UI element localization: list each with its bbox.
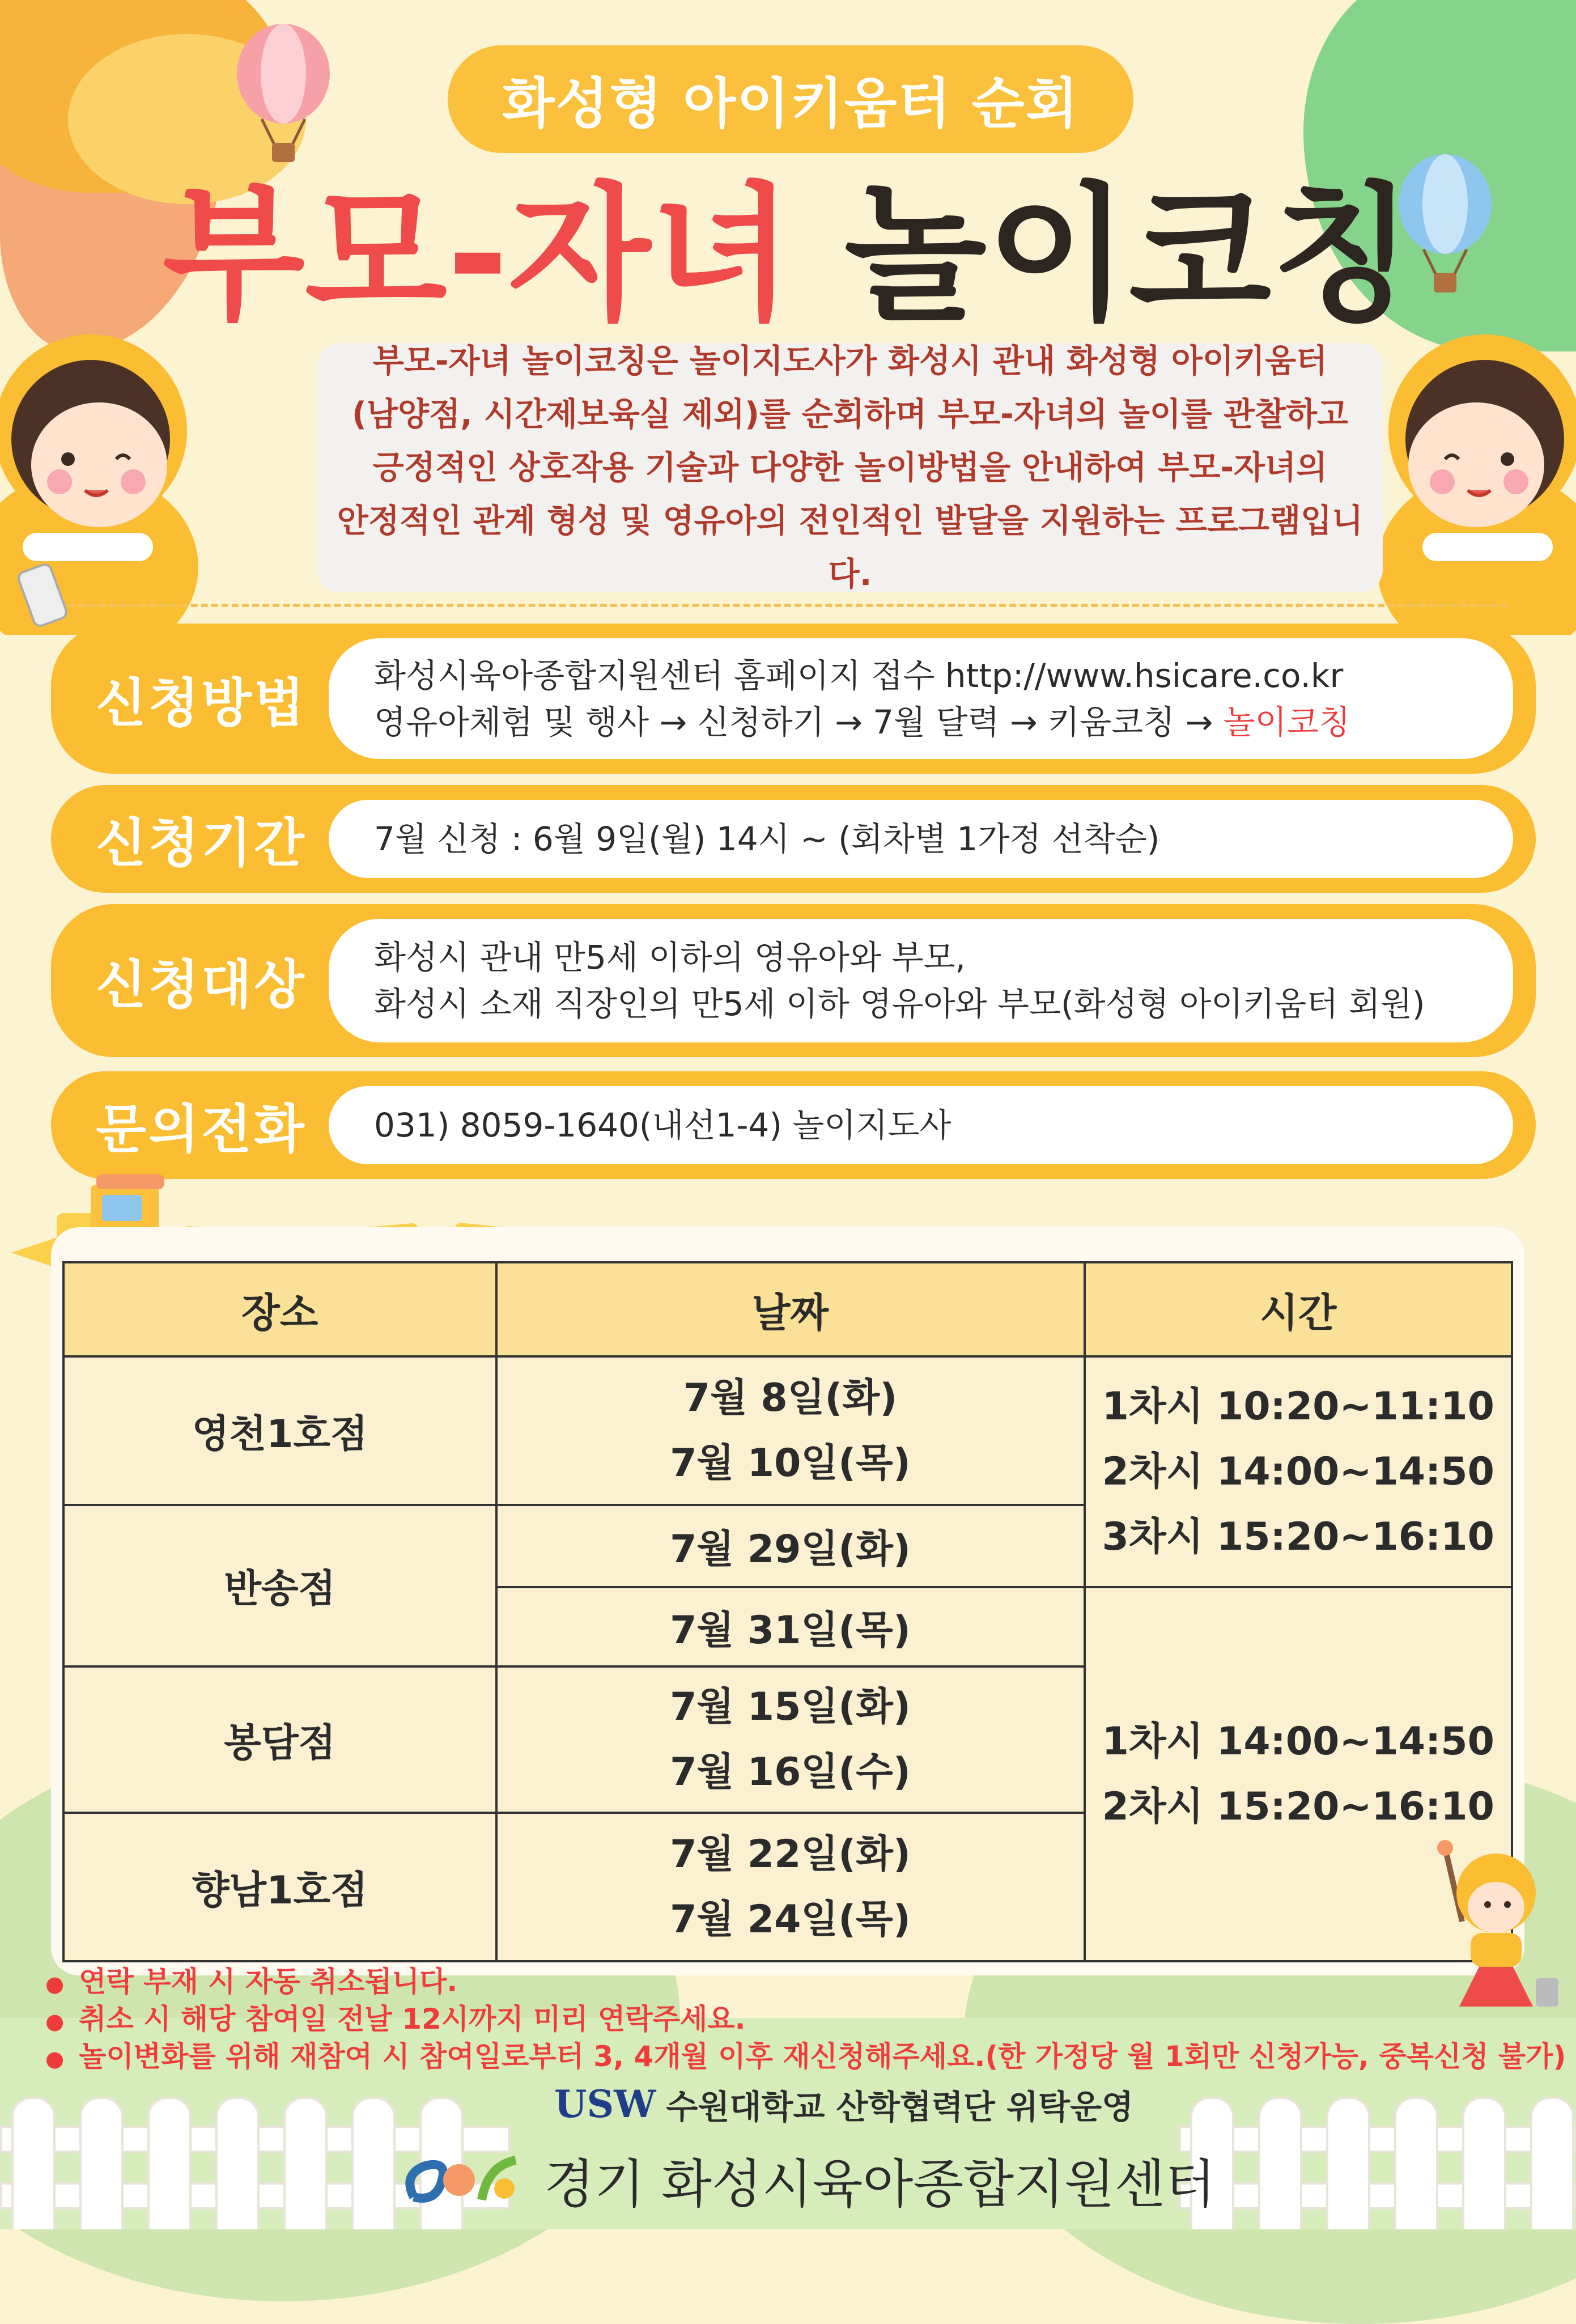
intro-line: 긍정적인 상호작용 기술과 다양한 놀이방법을 안내하여 부모-자녀의	[372, 449, 1328, 486]
program-badge: 화성형 아이키움터 순회	[448, 45, 1133, 153]
column-header: 시간	[1085, 1262, 1512, 1356]
time-value: 2차시 15:20~16:10	[1102, 1784, 1494, 1829]
hot-air-balloon-icon	[227, 23, 340, 170]
date-value: 7월 22일(화)	[670, 1832, 911, 1877]
time-cell-a	[1085, 1356, 1512, 1587]
target-line-1: 화성시 관내 만5세 이하의 영유아와 부모,	[374, 938, 966, 977]
date-value: 7월 24일(목)	[670, 1897, 911, 1942]
place-cell: 향남1호점	[63, 1813, 496, 1961]
date-value: 7월 15일(화)	[670, 1685, 911, 1729]
note-item: ● 취소 시 해당 참여일 전날 12시까지 미리 연락주세요.	[45, 2001, 1547, 2039]
contact-content	[329, 1086, 1513, 1164]
info-row-contact	[51, 1071, 1536, 1179]
info-row-target	[51, 904, 1536, 1057]
target-label: 신청대상	[96, 955, 307, 1015]
date-cell: 7월 31일(목)	[496, 1587, 1085, 1666]
target-line-2: 화성시 소재 직장인의 만5세 이하 영유아와 부모(화성형 아이키움터 회원)	[374, 985, 1425, 1023]
note-item: ● 연락 부재 시 자동 취소됩니다.	[45, 1964, 1547, 2001]
intro-line: (남양점, 시간제보육실 제외)를 순회하며 부모-자녀의 놀이를 관찰하고	[351, 396, 1349, 433]
time-value: 3차시 15:20~16:10	[1102, 1515, 1494, 1559]
contact-text: 031) 8059-1640(내선1-4) 놀이지도사	[374, 1106, 951, 1144]
date-value: 7월 10일(목)	[670, 1441, 911, 1486]
center-logo-icon	[397, 2146, 527, 2214]
date-cell	[496, 1813, 1085, 1961]
date-value: 7월 8일(화)	[683, 1376, 898, 1420]
place-cell: 봉담점	[63, 1666, 496, 1813]
method-label: 신청방법	[96, 672, 307, 733]
notes-list	[45, 1964, 1566, 2076]
child-illustration-right	[1371, 317, 1576, 635]
intro-box	[317, 343, 1383, 592]
method-line-1: 화성시육아종합지원센터 홈페이지 접수 http://www.hsicare.co.kr	[374, 656, 1344, 695]
title-dark-part: 놀이코칭	[844, 169, 1414, 341]
time-value: 1차시 14:00~14:50	[1102, 1719, 1494, 1764]
intro-line: 안정적인 관계 형성 및 영유아의 전인적인 발달을 지원하는 프로그램입니다.	[337, 502, 1363, 593]
date-cell	[496, 1356, 1085, 1505]
method-line-2	[374, 699, 1513, 745]
page-title	[0, 170, 1576, 340]
target-content	[329, 919, 1513, 1042]
period-text: 7월 신청 : 6월 9일(월) 14시 ~ (회차별 1가정 선착순)	[374, 820, 1160, 858]
date-cell	[496, 1666, 1085, 1813]
method-highlight: 놀이코칭	[1223, 702, 1350, 741]
intro-text	[317, 334, 1383, 601]
table-row	[63, 1356, 1512, 1505]
place-cell: 영천1호점	[63, 1356, 496, 1505]
intro-line: 부모-자녀 놀이코칭은 놀이지도사가 화성시 관내 화성형 아이키움터	[372, 342, 1328, 380]
child-illustration-left	[0, 317, 204, 635]
info-row-method	[51, 624, 1536, 774]
method-content	[329, 638, 1513, 759]
footer-organization	[397, 2143, 1247, 2217]
title-red-part: 부모-자녀	[162, 169, 793, 341]
footer-university	[544, 2080, 1134, 2128]
period-label: 신청기간	[96, 813, 307, 873]
contact-label: 문의전화	[96, 1099, 307, 1160]
usw-logo: USW	[554, 2082, 656, 2126]
note-item: ● 놀이변화를 위해 재참여 시 참여일로부터 3, 4개월 이후 재신청해주세요.(한 가정당 월 1회만 신청가능, 중복신청 불가)	[45, 2039, 1547, 2076]
time-value: 1차시 10:20~11:10	[1102, 1384, 1494, 1429]
column-header: 장소	[63, 1262, 496, 1356]
date-cell: 7월 29일(화)	[496, 1505, 1085, 1587]
table-header-row	[63, 1262, 1512, 1356]
method-steps: 영유아체험 및 행사 → 신청하기 → 7월 달력 → 키움코칭 →	[374, 702, 1224, 741]
period-content	[329, 800, 1513, 878]
time-value: 2차시 14:00~14:50	[1102, 1449, 1494, 1494]
dashed-divider	[68, 604, 1507, 607]
usw-text: 수원대학교 산학협력단 위탁운영	[666, 2088, 1134, 2126]
center-name: 경기 화성시육아종합지원센터	[544, 2154, 1216, 2215]
column-header: 날짜	[496, 1262, 1085, 1356]
info-row-period	[51, 785, 1536, 893]
place-cell: 반송점	[63, 1505, 496, 1666]
date-value: 7월 16일(수)	[670, 1750, 911, 1795]
schedule-table	[62, 1261, 1513, 1962]
